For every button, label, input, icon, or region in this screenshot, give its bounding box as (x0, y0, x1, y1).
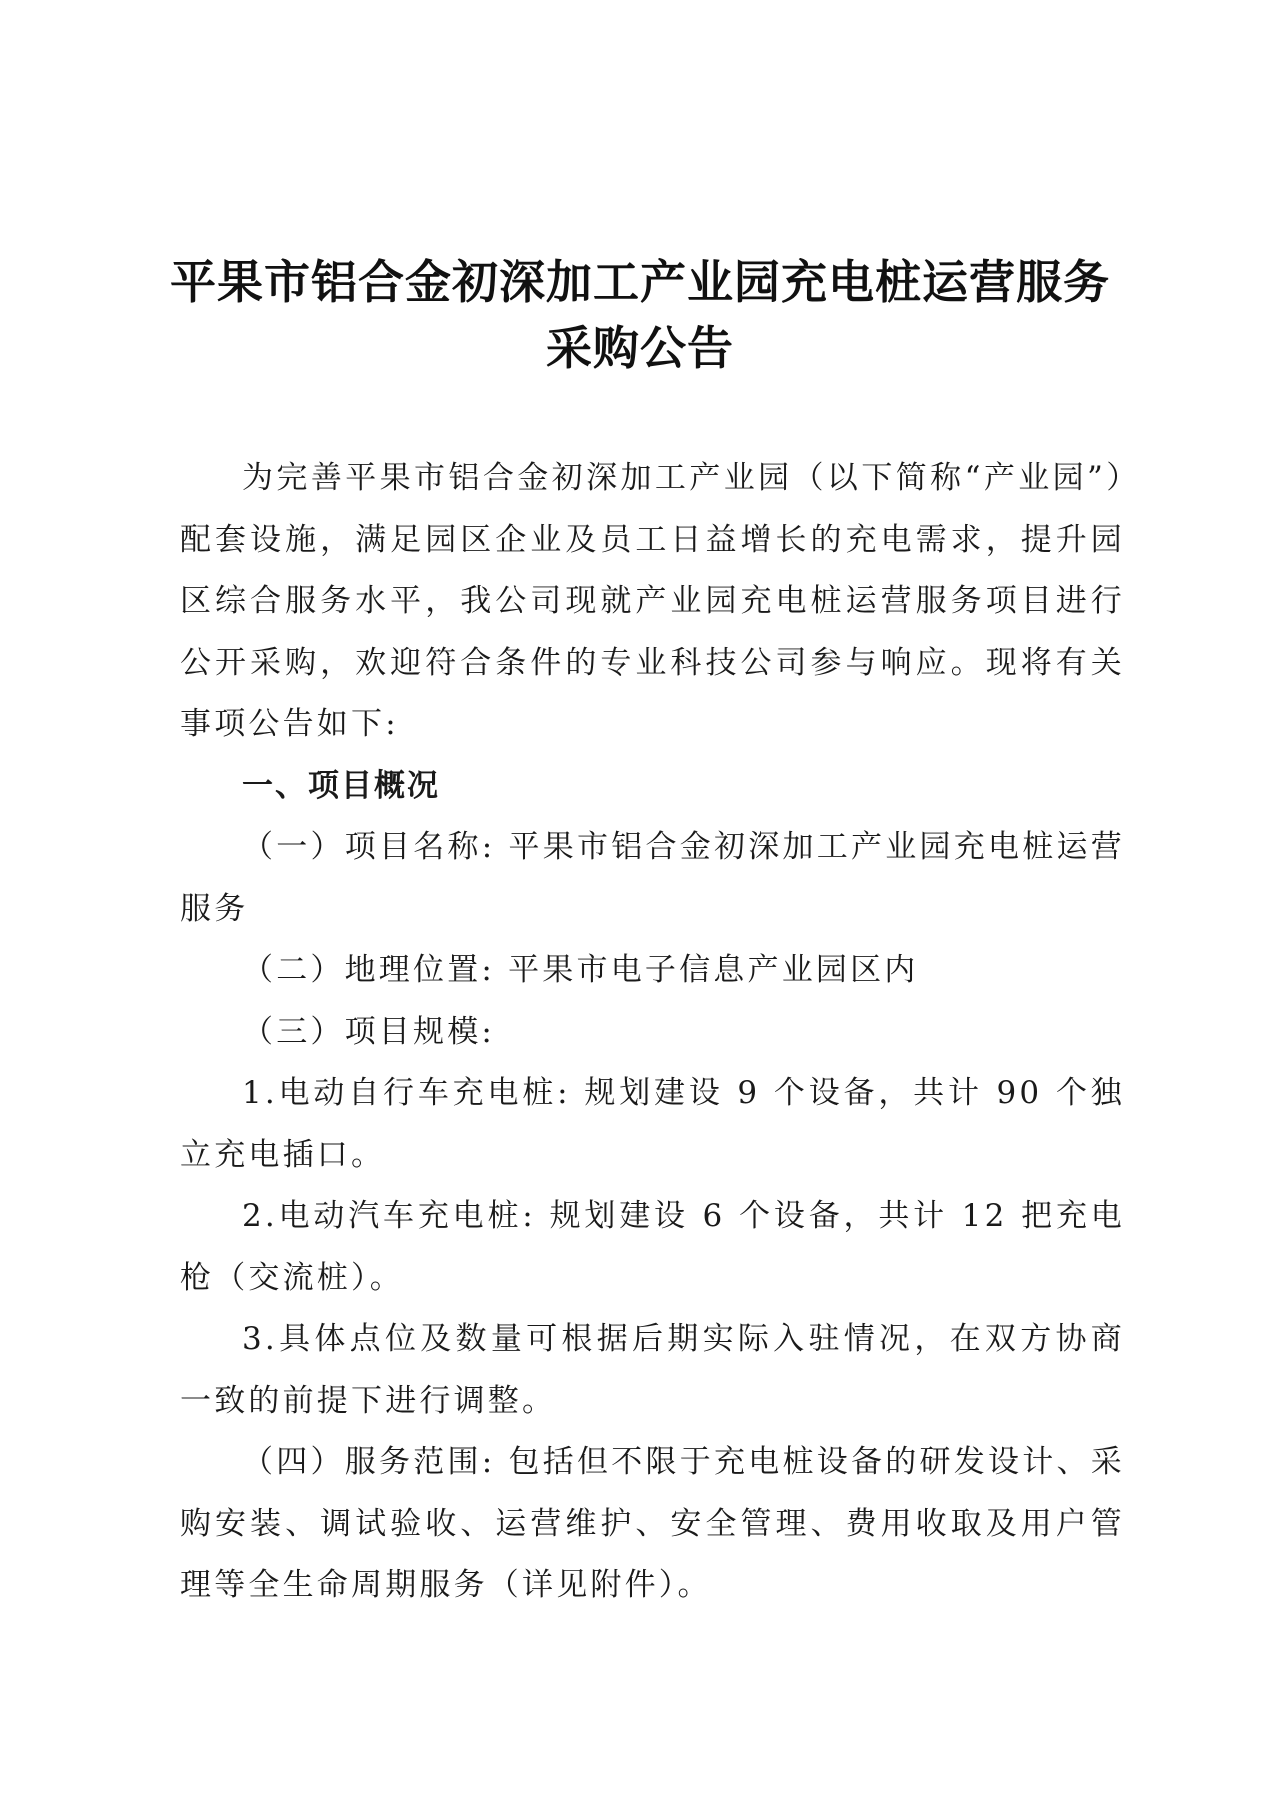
intro-paragraph: 为完善平果市铝合金初深加工产业园（以下简称“产业园”）配套设施，满足园区企业及员工日益增长的充电需求，提升园区综合服务水平，我公司现就产业园充电桩运营服务项目进行公开采购，欢迎符合条件的专业科技公司参与响应。现将有关事项公告如下: (180, 460, 1125, 742)
document-body (180, 448, 1125, 1617)
scale-ev-chargers: 2.电动汽车充电桩: 规划建设 6 个设备，共计 12 把充电枪（交流桩）。 (180, 1198, 1125, 1296)
scale-ebike-chargers: 1.电动自行车充电桩: 规划建设 9 个设备，共计 90 个独立充电插口。 (180, 1075, 1125, 1173)
scale-adjustment-note: 3.具体点位及数量可根据后期实际入驻情况，在双方协商一致的前提下进行调整。 (180, 1321, 1125, 1419)
item-location: （二）地理位置: 平果市电子信息产业园区内 (242, 952, 919, 988)
document-title-line1: 平果市铝合金初深加工产业园充电桩运营服务 (170, 255, 1110, 309)
item-project-scale: （三）项目规模: (242, 1013, 496, 1050)
item-project-name: （一）项目名称: 平果市铝合金初深加工产业园充电桩运营服务 (180, 829, 1125, 927)
item-service-scope: （四）服务范围: 包括但不限于充电桩设备的研发设计、采购安装、调试验收、运营维护、安全管理、费用收取及用户管理等全生命周期服务（详见附件）。 (180, 1444, 1125, 1603)
section-heading-project-overview: 一、项目概况 (242, 767, 440, 804)
document-title-line2: 采购公告 (546, 321, 734, 375)
